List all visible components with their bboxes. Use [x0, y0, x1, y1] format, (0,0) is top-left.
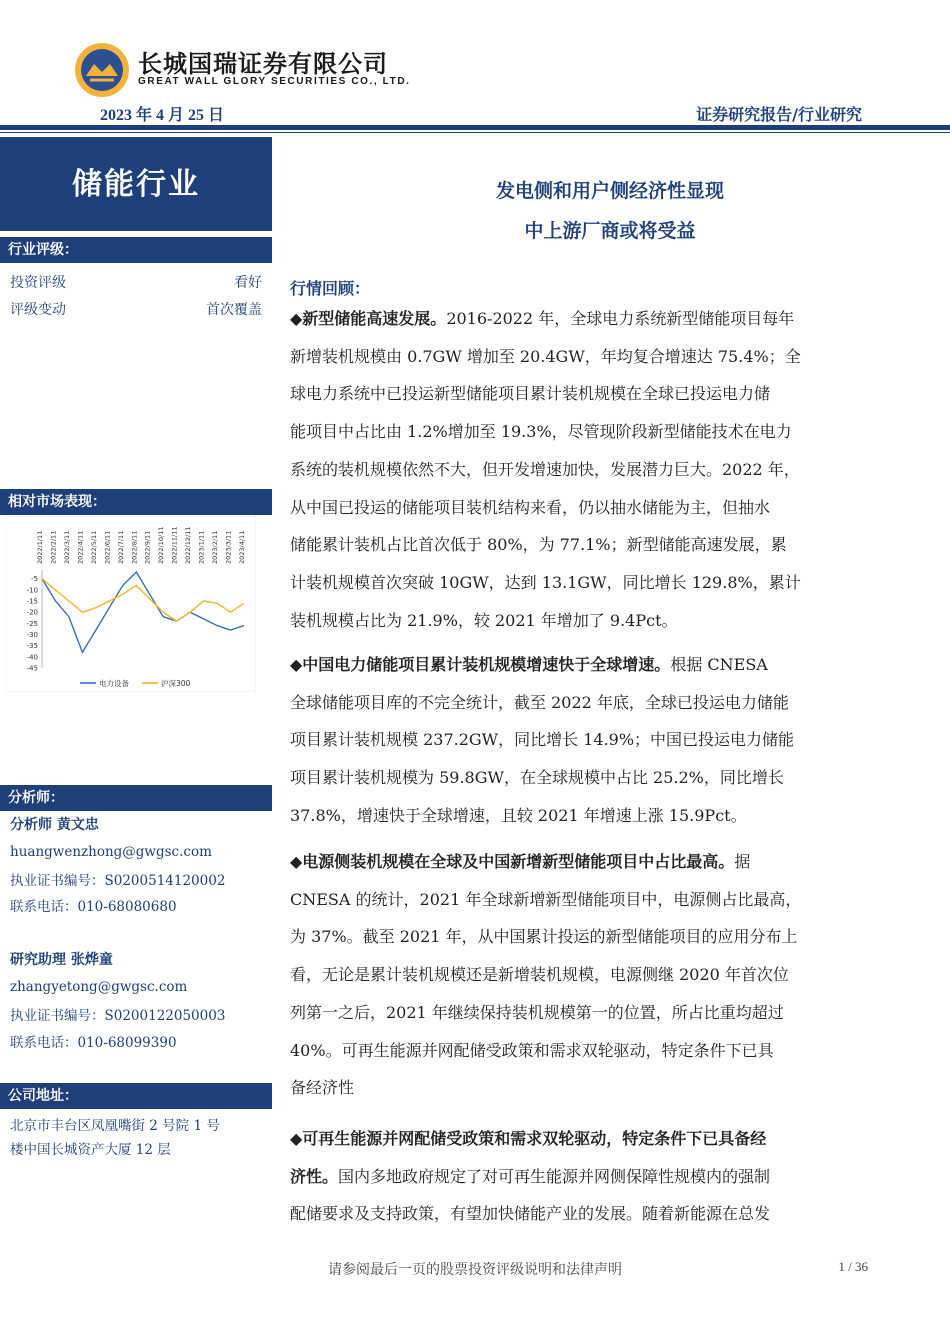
x-tick-label: 2022/7/11 [116, 530, 125, 564]
x-tick-label: 2022/6/11 [103, 530, 112, 564]
analyst-header: 分析师： [0, 785, 272, 811]
x-tick-label: 2022/3/11 [62, 530, 71, 564]
company-logo [72, 40, 432, 100]
p1-line: ◆新型储能高速发展。2016-2022 年，全球电力系统新型储能项目每年 [290, 309, 795, 328]
p1-line: 装机规模占比为 21.9%，较 2021 年增加了 9.4Pct。 [290, 610, 678, 630]
rating-change-value: 首次覆盖 [206, 302, 262, 318]
y-tick-label: -40 [26, 653, 38, 662]
report-title-line1: 发电侧和用户侧经济性显现 [495, 180, 724, 202]
analyst-name: 分析师 黄文忠 [10, 817, 99, 833]
market-chart-svg [6, 516, 256, 692]
p1-line: 球电力系统中已投运新型储能项目累计装机规模在全球已投运电力储 [290, 384, 771, 404]
p3-line: CNESA 的统计，2021 年全球新增新型储能项目中，电源侧占比最高， [290, 889, 802, 909]
industry-banner [0, 137, 272, 231]
p1-line: 从中国已投运的储能项目装机结构来看，仍以抽水储能为主，但抽水 [290, 497, 771, 517]
y-tick-label: -30 [26, 631, 38, 640]
p3-line: 为 37%。截至 2021 年，从中国累计投运的新型储能项目的应用分布上 [290, 927, 798, 947]
header-rule [0, 125, 950, 130]
y-tick-label: -20 [26, 608, 38, 617]
x-tick-label: 2022/12/11 [184, 526, 193, 564]
footer-disclaimer: 请参阅最后一页的股票投资评级说明和法律声明 [328, 1262, 622, 1278]
rating-row [10, 272, 262, 292]
paragraph-3 [290, 843, 868, 1107]
y-tick-label: -10 [26, 586, 38, 595]
p1-line: 新增装机规模由 0.7GW 增加至 20.4GW，年均复合增速达 75.4%；全 [290, 346, 801, 366]
x-tick-label: 2022/2/11 [49, 530, 58, 564]
assistant-cert: 执业证书编号：S0200122050003 [10, 1008, 226, 1024]
rating-change-row [10, 299, 262, 319]
p1-line: 能项目中占比由 1.2%增加至 19.3%，尽管现阶段新型储能技术在电力 [290, 422, 792, 442]
y-tick-label: -35 [26, 642, 38, 651]
legend-label: 沪深300 [161, 679, 191, 688]
assistant-name: 研究助理 张烨童 [10, 952, 113, 968]
rating-change-label: 评级变动 [10, 302, 66, 318]
rating-header: 行业评级： [0, 237, 272, 263]
analyst-email[interactable]: huangwenzhong@gwgsc.com [10, 844, 212, 860]
company-name-en: GREAT WALL GLORY SECURITIES CO., LTD. [138, 76, 411, 87]
p1-line: 计装机规模首次突破 10GW，达到 13.1GW，同比增长 129.8%，累计 [290, 572, 801, 592]
y-tick-label: -25 [26, 619, 38, 628]
paragraph-1 [290, 300, 868, 639]
p3-bold: ◆电源侧装机规模在全球及中国新增新型储能项目中占比最高。 [290, 852, 735, 871]
company-name-cn: 长城国瑞证券有限公司 [138, 50, 388, 78]
p3-line: 列第一之后，2021 年继续保持装机规模第一的位置，所占比重均超过 [290, 1002, 784, 1022]
market-header: 相对市场表现： [0, 489, 272, 515]
analyst-cert: 执业证书编号：S0200514120002 [10, 873, 226, 889]
p4-line [290, 1120, 868, 1158]
x-tick-label: 2022/10/11 [157, 526, 166, 564]
p2-line: 37.8%，增速快于全球增速，且较 2021 年增速上涨 15.9Pct。 [290, 805, 747, 825]
p3-line: 备经济性 [290, 1078, 355, 1098]
x-tick-label: 2023/2/11 [211, 530, 220, 564]
rating-value: 看好 [234, 275, 262, 291]
y-tick-label: -45 [26, 664, 38, 673]
x-tick-label: 2023/4/11 [238, 530, 246, 564]
paragraph-4 [290, 1120, 868, 1233]
x-tick-label: 2022/1/11 [36, 530, 44, 564]
p2-line: 项目累计装机规模 237.2GW，同比增长 14.9%；中国已投运电力储能 [290, 730, 795, 750]
p1-line: 系统的装机规模依然不大，但开发增速加快，发展潜力巨大。2022 年， [290, 459, 800, 479]
p2-line: ◆中国电力储能项目累计装机规模增速快于全球增速。根据 CNESA [290, 655, 768, 674]
x-tick-label: 2022/4/11 [76, 530, 85, 564]
address-line1: 北京市丰台区凤凰嘴街 2 号院 1 号 [10, 1118, 220, 1134]
company-emblem-icon [72, 40, 132, 100]
legend-label: 电力设备 [99, 679, 129, 688]
address-header: 公司地址： [0, 1083, 272, 1109]
y-tick-label: -15 [26, 597, 38, 606]
p2-line: 全球储能项目库的不完全统计，截至 2022 年底，全球已投运电力储能 [290, 692, 789, 712]
p1-bold: ◆新型储能高速发展。 [290, 309, 447, 328]
p3-line: 看，无论是累计装机规模还是新增装机规模，电源侧继 2020 年首次位 [290, 965, 789, 985]
report-title-line2: 中上游厂商或将受益 [524, 220, 696, 242]
section-header: 行情回顾： [290, 279, 371, 298]
x-tick-label: 2022/9/11 [143, 530, 152, 564]
y-tick-label: -5 [31, 575, 38, 584]
x-tick-label: 2022/8/11 [130, 530, 139, 564]
page-number: 1 / 36 [838, 1259, 868, 1274]
market-chart [6, 516, 256, 692]
p4-bold: ◆可再生能源并网配储受政策和需求双轮驱动，特定条件下已具备经 [290, 1129, 767, 1148]
industry-title: 储能行业 [72, 167, 200, 202]
paragraph-2 [290, 646, 868, 835]
report-category: 证券研究报告/行业研究 [696, 105, 862, 124]
p4-bold-2: 济性。 [290, 1166, 339, 1186]
p3-line: ◆电源侧装机规模在全球及中国新增新型储能项目中占比最高。据 [290, 852, 751, 871]
x-tick-label: 2022/11/11 [170, 526, 179, 564]
assistant-email[interactable]: zhangyetong@gwgsc.com [10, 979, 188, 995]
x-tick-label: 2023/1/11 [197, 530, 206, 564]
x-tick-label: 2022/5/11 [89, 530, 98, 564]
x-tick-label: 2023/3/11 [224, 530, 233, 564]
p4-line: 济性。国内多地政府规定了对可再生能源并网侧保障性规模内的强制 [290, 1166, 771, 1186]
report-date: 2023 年 4 月 25 日 [100, 107, 225, 124]
address-line2: 楼中国长城资产大厦 12 层 [10, 1142, 171, 1158]
assistant-phone: 联系电话：010-68099390 [10, 1035, 177, 1051]
header-rule-thin [0, 132, 950, 133]
p2-line: 项目累计装机规模为 59.8GW，在全球规模中占比 25.2%，同比增长 [290, 768, 784, 788]
p2-bold: ◆中国电力储能项目累计装机规模增速快于全球增速。 [290, 655, 671, 674]
p4-line: 配储要求及支持政策，有望加快储能产业的发展。随着新能源在总发 [290, 1204, 771, 1224]
p1-line: 储能累计装机占比首次低于 80%，为 77.1%；新型储能高速发展，累 [290, 535, 787, 555]
analyst-phone: 联系电话：010-68080680 [10, 899, 177, 915]
p3-line: 40%。可再生能源并网配储受政策和需求双轮驱动，特定条件下已具 [290, 1040, 774, 1060]
rating-label: 投资评级 [10, 275, 66, 291]
